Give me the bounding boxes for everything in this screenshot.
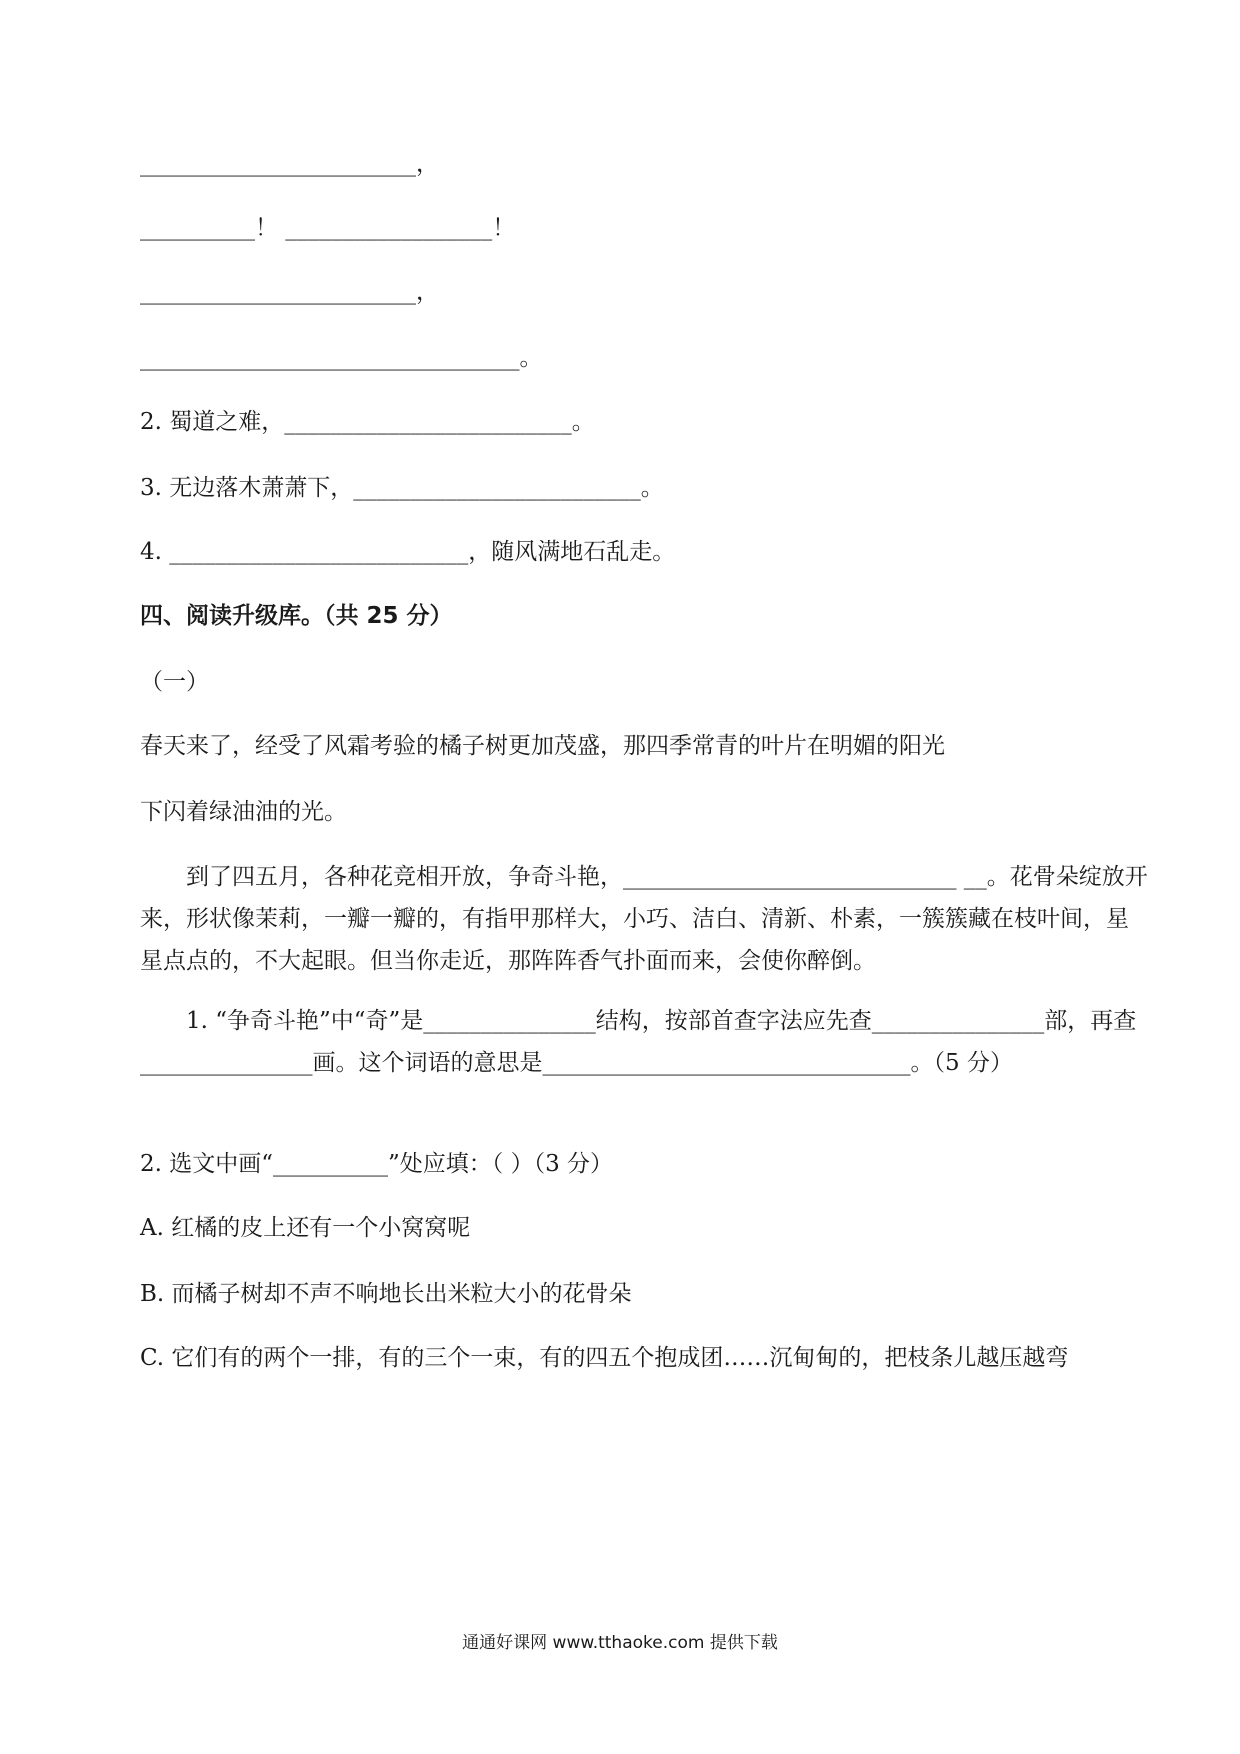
passage-line-1: 春天来了，经受了风霜考验的橘子树更加茂盛，那四季常青的叶片在明媚的阳光 (140, 733, 945, 759)
poem-blank-line-4: _________________________________。 (140, 345, 543, 371)
option-c: C. 它们有的两个一排，有的三个一束，有的四五个抱成团……沉甸甸的，把枝条儿越压越弯 (140, 1345, 1069, 1371)
fill-item-3: 3. 无边落木萧萧下，_________________________。 (140, 475, 664, 501)
passage-line-2: 下闪着绿油油的光。 (140, 799, 347, 825)
poem-blank-line-2: __________！ __________________！ (140, 215, 516, 241)
option-b: B. 而橘子树却不声不响地长出米粒大小的花骨朵 (140, 1281, 632, 1307)
poem-blank-line-3: ________________________， (140, 279, 439, 305)
passage-paragraph-2: 到了四五月，各种花竞相开放，争奇斗艳，_____________________________ __。花骨朵绽放开来，形状像茉莉，一瓣一瓣的，有指甲那样大，小巧、洁白、清新、朴素，一簇簇藏在枝叶间，星星点点的，不大起眼。但当你走近，那阵阵香气扑面而来，会使你醉倒。 (140, 864, 1148, 974)
fill-item-2: 2. 蜀道之难，_________________________。 (140, 409, 595, 435)
fill-item-4: 4. __________________________，随风满地石乱走。 (140, 539, 676, 565)
question-1: 1. “争奇斗艳”中“奇”是_______________结构，按部首查字法应先查_______________部，再查 _______________画。这个词语的意思是________________________________。（5 分） (140, 1008, 1137, 1076)
section-title: 四、阅读升级库。（共 25 分） (140, 603, 453, 629)
option-a: A. 红橘的皮上还有一个小窝窝呢 (140, 1215, 471, 1241)
poem-blank-line-1: ________________________， (140, 151, 439, 177)
page-footer: 通通好课网 www.tthaoke.com 提供下载 (462, 1633, 778, 1653)
question-2: 2. 选文中画“__________”处应填：（ ）（3 分） (140, 1151, 614, 1177)
subsection-label: （一） (140, 669, 209, 695)
